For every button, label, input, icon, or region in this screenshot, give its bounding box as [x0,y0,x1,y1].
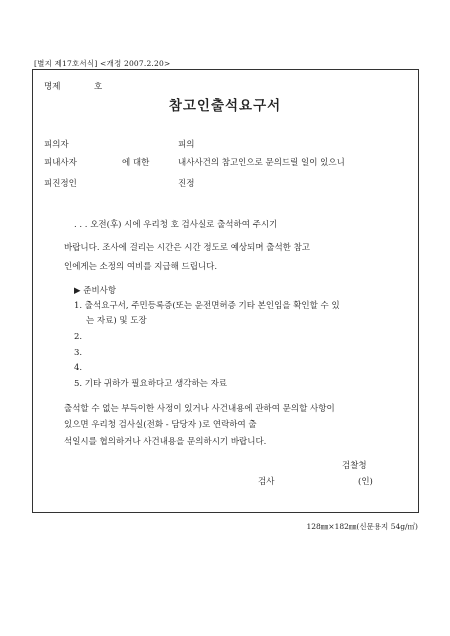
preparations-heading: ▶ 준비사항 [74,286,117,296]
body-line-2: 바랍니다. 조사에 걸리는 시간은 시간 정도로 예상되며 출석한 참고 [64,243,311,253]
case-regarding-text: 에 대한 [122,158,150,168]
preparation-item-5: 5. 기타 귀하가 필요하다고 생각하는 자료 [74,379,227,389]
prosecutor-office-label: 검찰청 [342,461,367,471]
preparation-item-1-line-1: 1. 출석요구서, 주민등록증(또는 운전면허증 기타 본인임을 확인할 수 있 [74,301,340,311]
case-subject-label: 피내사자 [44,158,77,168]
document-number-label: 명제 [44,82,61,92]
preparation-item-4: 4. [74,363,83,373]
form-number-label: [별지 제17호서식] <개정 2007.2.20> [34,59,171,68]
preparation-item-2: 2. [74,332,83,342]
preparation-item-3: 3. [74,348,83,358]
case-description-text: 내사사건의 참고인으로 문의드릴 일이 있으니 [178,158,345,168]
body-line-1: . . . 오전(후) 시에 우리청 호 검사실로 출석하여 주시기 [74,220,278,230]
notice-line-3: 석일시를 협의하거나 사건내용을 문의하시기 바랍니다. [64,437,267,447]
seal-mark: (인) [358,477,373,487]
document-number-suffix: 호 [94,82,103,92]
notice-line-1: 출석할 수 없는 부득이한 사정이 있거나 사건내용에 관하여 문의할 사항이 [64,404,335,414]
witness-label: 피진정인 [44,179,77,189]
body-line-3: 인에게는 소정의 여비를 지급해 드립니다. [64,262,218,272]
paper-size-note: 128㎜×182㎜(신문용지 54g/㎡) [306,522,418,531]
page-title: 참고인출석요구서 [168,98,282,114]
suspect-label: 피의자 [44,140,69,150]
suspect-right-text: 피의 [178,140,195,150]
prosecutor-label: 검사 [258,477,275,487]
notice-line-2: 있으면 우리청 검사실(전화 - 담당자 )로 연락하여 출 [64,420,257,430]
witness-right-text: 진정 [178,179,195,189]
preparation-item-1-line-2: 는 자료) 및 도장 [86,316,147,326]
